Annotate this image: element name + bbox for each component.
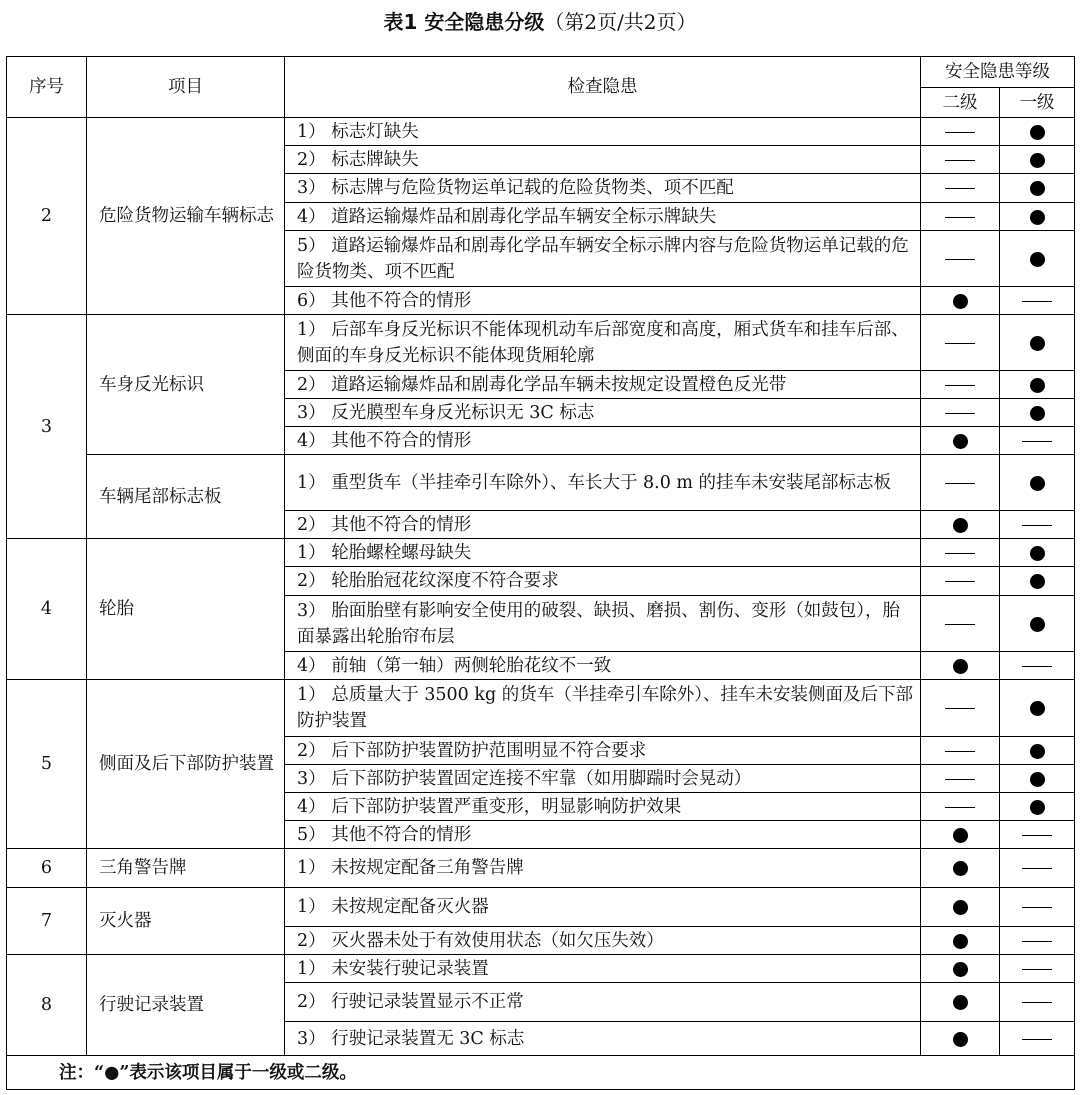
hazard-item: 6） 其他不符合的情形 [285,287,921,315]
level1-cell [1000,511,1075,539]
level1-cell [1000,399,1075,427]
hazard-item: 4） 其他不符合的情形 [285,427,921,455]
level1-mark-icon [1030,181,1045,196]
level2-cell [921,652,1000,680]
header-level2: 二级 [921,88,1000,118]
level1-mark-icon [1022,301,1052,302]
level2-mark-icon [945,343,975,344]
level2-cell [921,765,1000,793]
level1-cell [1000,765,1075,793]
title-sub: （第2页/共2页） [544,10,697,34]
header-no: 序号 [7,57,87,118]
level1-cell [1000,231,1075,287]
level2-mark-icon [945,188,975,189]
level2-cell [921,427,1000,455]
level2-cell [921,511,1000,539]
hazard-item: 2） 轮胎胎冠花纹深度不符合要求 [285,567,921,596]
hazard-item: 4） 后下部防护装置严重变形，明显影响防护效果 [285,793,921,821]
level1-mark-icon [1030,406,1045,421]
header-grade: 安全隐患等级 [921,57,1075,88]
level2-mark-icon [945,160,975,161]
level2-cell [921,146,1000,174]
level2-mark-icon [945,581,975,582]
level2-mark-icon [945,624,975,625]
level1-cell [1000,118,1075,146]
level1-mark-icon [1022,868,1052,869]
level1-mark-icon [1030,210,1045,225]
row-no: 5 [7,680,87,849]
level1-mark-icon [1022,835,1052,836]
row-no: 6 [7,849,87,888]
row-project: 行驶记录装置 [87,955,285,1056]
level2-mark-icon [953,828,968,843]
level1-mark-icon [1030,744,1045,759]
level2-mark-icon [945,751,975,752]
row-project: 灭火器 [87,888,285,955]
level2-cell [921,821,1000,849]
level1-mark-icon [1022,941,1052,942]
row-no: 3 [7,315,87,539]
level2-mark-icon [953,434,968,449]
row-project: 侧面及后下部防护装置 [87,680,285,849]
level2-mark-icon [953,995,968,1010]
level1-cell [1000,567,1075,596]
level2-mark-icon [945,553,975,554]
hazard-item: 2） 后下部防护装置防护范围明显不符合要求 [285,737,921,765]
hazard-item: 3） 反光膜型车身反光标识无 3C 标志 [285,399,921,427]
level2-mark-icon [945,132,975,133]
row-no: 4 [7,539,87,680]
level2-cell [921,983,1000,1022]
level1-mark-icon [1030,476,1045,491]
hazard-item: 3） 标志牌与危险货物运单记载的危险货物类、项不匹配 [285,174,921,203]
level1-mark-icon [1022,441,1052,442]
row-project: 轮胎 [87,539,285,680]
header-hazard: 检查隐患 [285,57,921,118]
level2-cell [921,737,1000,765]
row-no: 7 [7,888,87,955]
level2-cell [921,567,1000,596]
level1-mark-icon [1030,617,1045,632]
level1-cell [1000,146,1075,174]
level1-mark-icon [1022,1002,1052,1003]
hazard-item: 1） 后部车身反光标识不能体现机动车后部宽度和高度，厢式货车和挂车后部、侧面的车身反光标识不能体现货厢轮廓 [285,315,921,371]
hazard-item: 1） 重型货车（半挂牵引车除外）、车长大于 8.0 m 的挂车未安装尾部标志板 [285,455,921,511]
hazard-item: 4） 前轴（第一轴）两侧轮胎花纹不一致 [285,652,921,680]
row-project: 车身反光标识 [87,315,285,455]
row-project: 车辆尾部标志板 [87,455,285,539]
level2-mark-icon [953,294,968,309]
level2-mark-icon [945,807,975,808]
level2-cell [921,174,1000,203]
hazard-item: 2） 灭火器未处于有效使用状态（如欠压失效） [285,927,921,955]
header-project: 项目 [87,57,285,118]
level1-cell [1000,680,1075,737]
level2-cell [921,287,1000,315]
level1-cell [1000,287,1075,315]
level2-cell [921,203,1000,231]
level1-cell [1000,1022,1075,1056]
level1-cell [1000,427,1075,455]
level2-mark-icon [953,518,968,533]
level1-mark-icon [1030,252,1045,267]
title-main: 表1 安全隐患分级 [383,10,545,34]
level2-cell [921,539,1000,567]
hazard-item: 3） 行驶记录装置无 3C 标志 [285,1022,921,1056]
level1-mark-icon [1022,969,1052,970]
level1-mark-icon [1030,800,1045,815]
level1-cell [1000,652,1075,680]
level2-mark-icon [953,934,968,949]
hazard-item: 3） 胎面胎壁有影响安全使用的破裂、缺损、磨损、割伤、变形（如鼓包），胎面暴露出轮胎帘布层 [285,596,921,652]
level2-mark-icon [945,385,975,386]
level1-cell [1000,539,1075,567]
level2-cell [921,849,1000,888]
hazard-item: 1） 轮胎螺栓螺母缺失 [285,539,921,567]
level1-mark-icon [1030,153,1045,168]
level2-mark-icon [953,962,968,977]
level1-mark-icon [1030,772,1045,787]
level1-cell [1000,315,1075,371]
level2-cell [921,371,1000,399]
level2-mark-icon [945,708,975,709]
row-no: 8 [7,955,87,1056]
hazard-item: 1） 标志灯缺失 [285,118,921,146]
hazard-table [6,56,1075,1090]
level1-cell [1000,983,1075,1022]
level1-cell [1000,371,1075,399]
level2-mark-icon [945,779,975,780]
header-level1: 一级 [1000,88,1075,118]
level1-mark-icon [1022,666,1052,667]
hazard-item: 1） 总质量大于 3500 kg 的货车（半挂牵引车除外）、挂车未安装侧面及后下部防护装置 [285,680,921,737]
level1-mark-icon [1030,546,1045,561]
level1-cell [1000,174,1075,203]
hazard-item: 5） 其他不符合的情形 [285,821,921,849]
table-note: 注：“●”表示该项目属于一级或二级。 [7,1056,1075,1090]
level1-mark-icon [1030,125,1045,140]
level2-mark-icon [945,413,975,414]
level2-cell [921,315,1000,371]
level2-mark-icon [953,659,968,674]
level1-cell [1000,596,1075,652]
hazard-item: 1） 未安装行驶记录装置 [285,955,921,983]
level2-cell [921,231,1000,287]
level1-cell [1000,821,1075,849]
level1-cell [1000,849,1075,888]
hazard-item: 1） 未按规定配备三角警告牌 [285,849,921,888]
level1-mark-icon [1022,907,1052,908]
level2-mark-icon [953,1032,968,1047]
level2-mark-icon [953,861,968,876]
hazard-item: 2） 其他不符合的情形 [285,511,921,539]
level2-mark-icon [953,900,968,915]
hazard-item: 2） 道路运输爆炸品和剧毒化学品车辆未按规定设置橙色反光带 [285,371,921,399]
level1-cell [1000,888,1075,927]
hazard-item: 2） 标志牌缺失 [285,146,921,174]
level1-cell [1000,737,1075,765]
level1-mark-icon [1030,336,1045,351]
level2-mark-icon [945,483,975,484]
hazard-item: 2） 行驶记录装置显示不正常 [285,983,921,1022]
level1-cell [1000,455,1075,511]
level1-cell [1000,793,1075,821]
level2-cell [921,399,1000,427]
level1-mark-icon [1030,574,1045,589]
level2-cell [921,596,1000,652]
level2-cell [921,927,1000,955]
level1-mark-icon [1030,701,1045,716]
hazard-item: 5） 道路运输爆炸品和剧毒化学品车辆安全标示牌内容与危险货物运单记载的危险货物类、项不匹配 [285,231,921,287]
row-no: 2 [7,118,87,315]
level1-mark-icon [1030,378,1045,393]
level1-cell [1000,203,1075,231]
row-project: 三角警告牌 [87,849,285,888]
level2-cell [921,118,1000,146]
hazard-item: 4） 道路运输爆炸品和剧毒化学品车辆安全标示牌缺失 [285,203,921,231]
level2-cell [921,955,1000,983]
hazard-item: 3） 后下部防护装置固定连接不牢靠（如用脚踹时会晃动） [285,765,921,793]
level2-mark-icon [945,217,975,218]
level2-cell [921,455,1000,511]
level2-cell [921,793,1000,821]
level1-cell [1000,955,1075,983]
level2-cell [921,680,1000,737]
level2-cell [921,888,1000,927]
level2-mark-icon [945,259,975,260]
row-project: 危险货物运输车辆标志 [87,118,285,315]
level1-mark-icon [1022,525,1052,526]
level1-cell [1000,927,1075,955]
level2-cell [921,1022,1000,1056]
hazard-item: 1） 未按规定配备灭火器 [285,888,921,927]
level1-mark-icon [1022,1039,1052,1040]
page-title [0,6,1080,38]
